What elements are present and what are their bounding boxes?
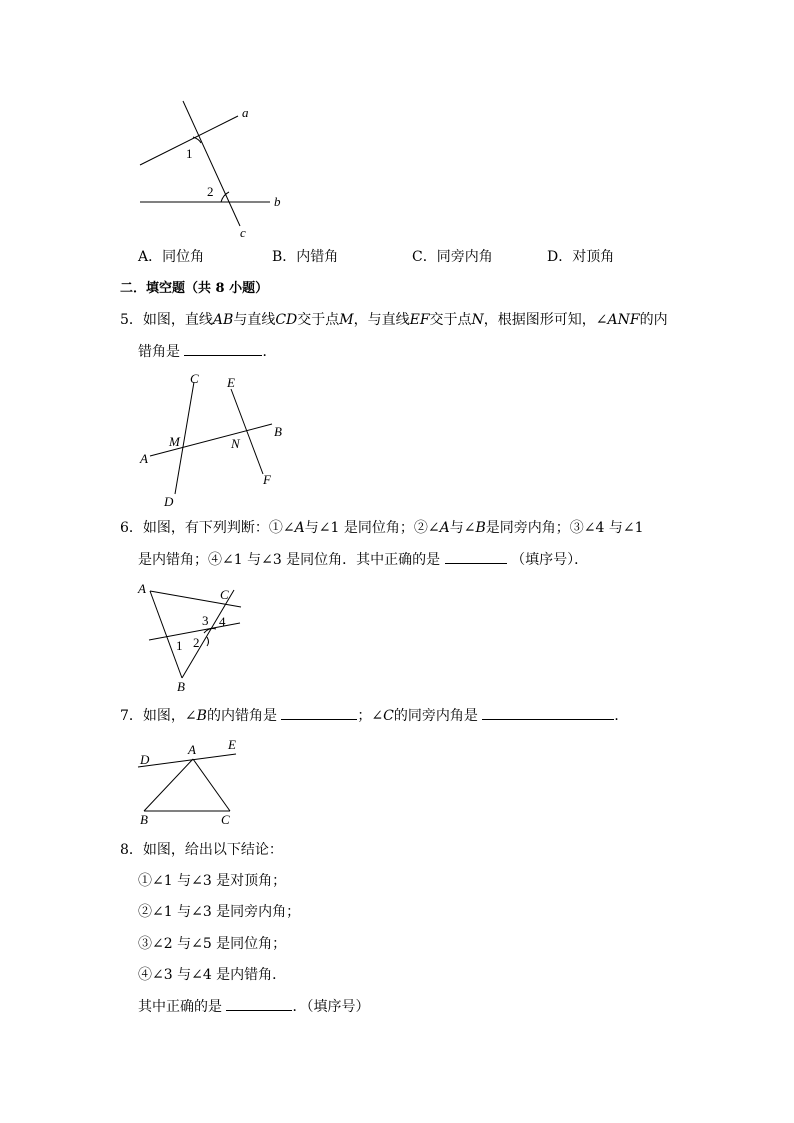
q8-item: ③∠2 与∠5 是同位角； — [138, 936, 287, 952]
q8-answer-blank[interactable] — [226, 996, 292, 1011]
q8-number: 8． — [120, 842, 143, 858]
label-D: D — [164, 494, 174, 509]
option-c: C．同旁内角 — [412, 249, 493, 265]
figure-q5 — [130, 370, 290, 512]
option-a: A．同位角 — [138, 249, 205, 265]
q6-answer-blank[interactable] — [445, 549, 507, 564]
q8-item: ②∠1 与∠3 是同旁内角； — [138, 904, 301, 920]
angle-2-arc — [207, 637, 209, 646]
section-title: 二．填空题（共 8 小题） — [120, 281, 269, 296]
line-EF — [231, 389, 263, 474]
line-AB — [144, 759, 193, 811]
q8-item: ①∠1 与∠3 是对顶角； — [138, 873, 287, 889]
q6-line1: 6．如图，有下列判断：①∠A与∠1 是同位角；②∠A与∠B是同旁内角；③∠4 与∠1 — [120, 520, 644, 536]
q5-answer-blank[interactable] — [184, 341, 262, 356]
label-E: E — [228, 737, 236, 752]
label-A: A — [188, 742, 196, 757]
label-F: F — [263, 472, 271, 487]
option-d: D．对顶角 — [547, 249, 615, 265]
label-M: M — [169, 434, 180, 449]
label-angle-2: 2 — [193, 635, 200, 650]
label-C: C — [220, 587, 229, 602]
label-C: C — [221, 812, 230, 827]
label-D: D — [140, 752, 150, 767]
figure-q4 — [130, 95, 300, 245]
q8-intro: 8．如图，给出以下结论： — [120, 842, 283, 858]
label-angle-2: 2 — [207, 184, 214, 199]
label-B: B — [140, 812, 148, 827]
label-N: N — [231, 436, 240, 451]
q6-number: 6． — [120, 520, 143, 536]
q5-line2: 错角是 ． — [138, 341, 276, 362]
label-C: C — [190, 371, 199, 386]
label-c: c — [240, 225, 246, 240]
label-b: b — [274, 194, 281, 209]
q8-answer-line: 其中正确的是 ．（填序号） — [138, 996, 369, 1017]
line-AC — [193, 759, 230, 811]
q7-answer-blank-1[interactable] — [281, 705, 357, 720]
line-BC — [182, 590, 234, 678]
label-E: E — [227, 375, 235, 390]
figure-q6 — [130, 578, 250, 696]
q7-number: 7． — [120, 708, 143, 724]
q5-number: 5． — [120, 312, 143, 328]
option-b: B．内错角 — [272, 249, 339, 265]
q7-answer-blank-2[interactable] — [482, 705, 614, 720]
label-angle-1: 1 — [176, 638, 183, 653]
label-angle-4: 4 — [219, 614, 226, 629]
label-A: A — [140, 451, 148, 466]
label-angle-3: 3 — [202, 613, 209, 628]
label-angle-1: 1 — [186, 146, 193, 161]
label-A: A — [138, 581, 146, 596]
label-a: a — [242, 105, 249, 120]
q8-item: ④∠3 与∠4 是内错角． — [138, 967, 287, 983]
label-B: B — [177, 679, 185, 694]
q7-line: 7．如图，∠B的内错角是 ；∠C的同旁内角是 ． — [120, 705, 628, 726]
label-B: B — [274, 424, 282, 439]
q5-line1: 5．如图，直线AB与直线CD交于点M，与直线EF交于点N，根据图形可知，∠ANF的内 — [120, 312, 668, 328]
q6-line2: 是内错角；④∠1 与∠3 是同位角．其中正确的是 （填序号）． — [138, 549, 588, 570]
figure-q7 — [130, 735, 250, 827]
